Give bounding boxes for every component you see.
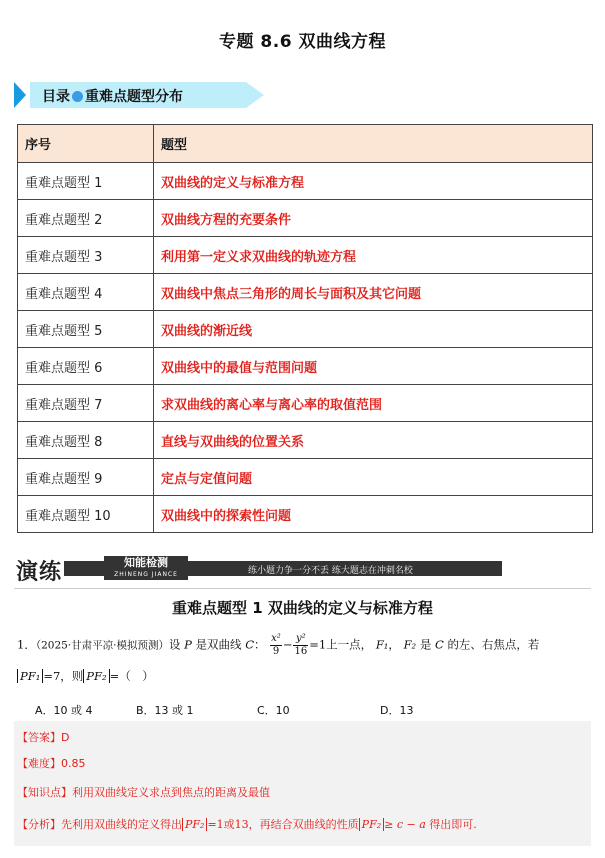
question-text: 是双曲线 (195, 637, 242, 652)
math-op: − (282, 637, 293, 652)
toc-row (18, 237, 593, 274)
question-text: 设 (168, 637, 181, 652)
toc-row-number: 重难点题型 2 (18, 200, 154, 237)
toc-row-number: 重难点题型 6 (18, 348, 154, 385)
question-line-1 (17, 633, 539, 658)
analysis-text: 【分析】先利用双曲线的定义得出 (17, 818, 182, 831)
toc-row (18, 385, 593, 422)
toc-row (18, 274, 593, 311)
section-title: 重难点题型 1 双曲线的定义与标准方程 (172, 599, 433, 617)
fraction-numerator: y² (293, 633, 308, 646)
toc-label-suffix: 重难点题型分布 (85, 89, 183, 105)
toc-row (18, 163, 593, 200)
math-var: P (184, 637, 192, 652)
toc-row-topic-link[interactable]: 双曲线中焦点三角形的周长与面积及其它问题 (154, 274, 593, 311)
question-text: =（ ） (109, 669, 154, 683)
toc-row-topic-link[interactable]: 直线与双曲线的位置关系 (154, 422, 593, 459)
math-expr: ≥ c − a (384, 818, 426, 831)
toc-header-row (18, 125, 593, 163)
toc-row (18, 422, 593, 459)
toc-row (18, 200, 593, 237)
math-abs: PF₂ (83, 669, 109, 683)
fraction-numerator: x² (271, 633, 281, 644)
toc-row-number: 重难点题型 4 (18, 274, 154, 311)
banner-tag (104, 556, 188, 580)
difficulty-line: 【难度】0.85 (17, 757, 86, 770)
math-var: F₂ (403, 637, 417, 652)
banner-tag-en: ZHINENG JIANCE (114, 571, 178, 578)
toc-header-topic: 题型 (154, 125, 593, 163)
toc-row-number: 重难点题型 10 (18, 496, 154, 533)
answer-line: 【答案】D (17, 731, 70, 744)
toc-label (42, 86, 183, 106)
fraction-denominator: 16 (294, 646, 308, 657)
knowledge-line: 【知识点】利用双曲线定义求点到焦点的距离及最值 (17, 786, 270, 799)
question-text: ， (388, 637, 400, 652)
math-abs: PF₂ (359, 818, 384, 831)
question-text: 是 (419, 637, 432, 652)
math-var: F₁ (375, 637, 389, 652)
toc-row-topic-link[interactable]: 求双曲线的离心率与离心率的取值范围 (154, 385, 593, 422)
divider (14, 588, 591, 589)
toc-row-topic-link[interactable]: 双曲线的定义与标准方程 (154, 163, 593, 200)
toc-table (17, 124, 593, 533)
toc-row-topic-link[interactable]: 双曲线中的探索性问题 (154, 496, 593, 533)
practice-banner (16, 555, 502, 585)
bullet-dot-icon (72, 91, 83, 102)
question-text: 的左、右焦点，若 (447, 637, 540, 652)
toc-row-topic-link[interactable]: 双曲线中的最值与范围问题 (154, 348, 593, 385)
question-text: 上一点， (326, 637, 373, 652)
toc-row (18, 311, 593, 348)
toc-row-number: 重难点题型 1 (18, 163, 154, 200)
toc-row-number: 重难点题型 8 (18, 422, 154, 459)
toc-label-prefix: 目录 (42, 89, 70, 105)
math-abs: PF₁ (17, 669, 43, 683)
question-text: ： (254, 637, 266, 652)
toc-row-number: 重难点题型 3 (18, 237, 154, 274)
toc-row-number: 重难点题型 9 (18, 459, 154, 496)
toc-row-topic-link[interactable]: 定点与定值问题 (154, 459, 593, 496)
toc-row-topic-link[interactable]: 双曲线的渐近线 (154, 311, 593, 348)
math-var: C (245, 637, 255, 652)
fraction (270, 633, 282, 658)
toc-row (18, 459, 593, 496)
question-line-2 (17, 668, 154, 684)
question-number: 1． (17, 637, 36, 652)
toc-row-topic-link[interactable]: 双曲线方程的充要条件 (154, 200, 593, 237)
toc-header-number: 序号 (18, 125, 154, 163)
math-op: =1 (309, 637, 327, 652)
option-c[interactable]: C．10 (257, 704, 290, 717)
option-a[interactable]: A．10 或 4 (35, 704, 93, 717)
banner-motto: 练小题力争一分不丢 练大题志在冲刺名校 (248, 566, 413, 576)
toc-row-number: 重难点题型 7 (18, 385, 154, 422)
question-source: （2025·甘肃平凉·模拟预测） (35, 639, 169, 652)
analysis-text: =1或13，再结合双曲线的性质 (207, 818, 359, 831)
fraction-denominator: 9 (272, 646, 280, 657)
fraction (293, 633, 308, 658)
analysis-line (17, 816, 477, 832)
page-title: 专题 8.6 双曲线方程 (219, 32, 386, 52)
analysis-text: 得出即可. (429, 818, 477, 831)
option-d[interactable]: D．13 (380, 704, 414, 717)
option-b[interactable]: B．13 或 1 (136, 704, 194, 717)
toc-row-number: 重难点题型 5 (18, 311, 154, 348)
toc-row (18, 496, 593, 533)
math-var: C (434, 637, 444, 652)
math-abs: PF₂ (182, 818, 207, 831)
question-text: =7，则 (43, 669, 84, 683)
toc-row (18, 348, 593, 385)
banner-big-text: 演练 (16, 559, 63, 585)
toc-row-topic-link[interactable]: 利用第一定义求双曲线的轨迹方程 (154, 237, 593, 274)
banner-tag-cn: 知能检测 (124, 556, 168, 569)
toc-banner (14, 80, 264, 110)
